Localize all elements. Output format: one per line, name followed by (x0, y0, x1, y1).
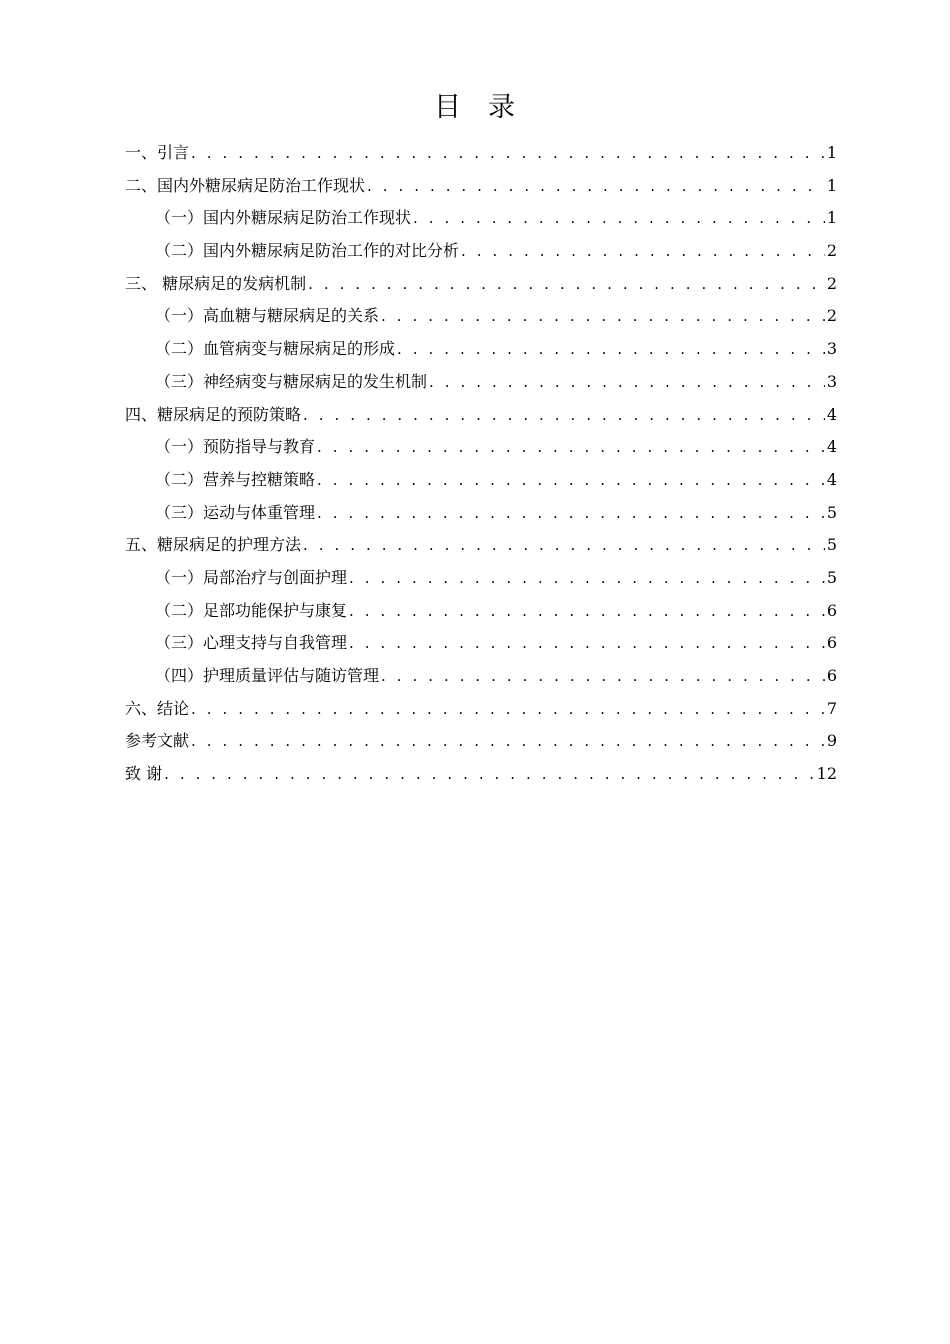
toc-entry-page-number: 5 (826, 567, 837, 587)
toc-entry-page-number: 3 (826, 339, 837, 359)
toc-entry-page-number: 12 (816, 764, 837, 784)
toc-entry-page-number: 2 (826, 273, 837, 293)
toc-entry-label: 四、糖尿病足的预防策略 (125, 404, 302, 424)
toc-dot-leader (397, 333, 825, 366)
toc-dot-leader (317, 464, 825, 497)
toc-entry[interactable] (125, 758, 837, 791)
toc-entry-label: 致 谢 (125, 764, 163, 784)
toc-entry[interactable] (125, 399, 837, 432)
toc-dot-leader (349, 627, 825, 660)
toc-entry[interactable] (125, 366, 837, 399)
toc-entry-label: （二）血管病变与糖尿病足的形成 (155, 339, 396, 359)
toc-entry[interactable] (125, 529, 837, 562)
toc-dot-leader (381, 300, 825, 333)
toc-list (125, 137, 837, 791)
toc-entry-page-number: 2 (826, 306, 837, 326)
toc-entry-page-number: 5 (826, 535, 837, 555)
toc-entry-label: （二）足部功能保护与康复 (155, 600, 348, 620)
toc-entry-label: 六、结论 (125, 698, 190, 718)
toc-entry-label: 三、 糖尿病足的发病机制 (125, 273, 307, 293)
toc-dot-leader (317, 497, 825, 530)
toc-entry-page-number: 9 (826, 731, 837, 751)
toc-entry-label: 一、引言 (125, 143, 190, 162)
toc-entry-label: （一）预防指导与教育 (155, 437, 316, 457)
toc-entry[interactable] (125, 725, 837, 758)
toc-dot-leader (429, 366, 825, 399)
toc-entry[interactable] (125, 660, 837, 693)
toc-dot-leader (367, 170, 825, 203)
toc-dot-leader (349, 595, 825, 628)
toc-dot-leader (164, 758, 815, 791)
toc-entry[interactable] (125, 235, 837, 268)
toc-entry[interactable] (125, 300, 837, 333)
toc-entry-label: （四）护理质量评估与随访管理 (155, 666, 380, 685)
toc-dot-leader (461, 235, 825, 268)
toc-entry-page-number: 1 (826, 208, 837, 228)
toc-entry-page-number: 1 (826, 143, 837, 162)
toc-entry-label: 参考文献 (125, 731, 190, 751)
toc-dot-leader (303, 529, 825, 562)
toc-entry-label: （三）心理支持与自我管理 (155, 633, 348, 653)
toc-entry[interactable] (125, 497, 837, 530)
toc-entry-page-number: 4 (826, 437, 837, 457)
toc-entry[interactable] (125, 464, 837, 497)
toc-entry-label: （三）神经病变与糖尿病足的发生机制 (155, 371, 428, 391)
toc-entry[interactable] (125, 268, 837, 301)
toc-entry-page-number: 6 (826, 666, 837, 685)
toc-title-char-2: 录 (488, 92, 516, 123)
toc-dot-leader (308, 268, 825, 301)
toc-entry[interactable] (125, 562, 837, 595)
toc-entry[interactable] (125, 431, 837, 464)
toc-entry-page-number: 3 (826, 371, 837, 391)
toc-entry[interactable] (125, 693, 837, 726)
toc-dot-leader (349, 562, 825, 595)
toc-entry[interactable] (125, 202, 837, 235)
toc-entry-label: （一）国内外糖尿病足防治工作现状 (155, 208, 412, 228)
toc-entry[interactable] (125, 170, 837, 203)
toc-dot-leader (191, 725, 825, 758)
toc-dot-leader (303, 399, 825, 432)
toc-entry-page-number: 6 (826, 600, 837, 620)
toc-entry-page-number: 4 (826, 404, 837, 424)
toc-entry-label: （一）高血糖与糖尿病足的关系 (155, 306, 380, 326)
toc-entry-page-number: 6 (826, 633, 837, 653)
toc-entry[interactable] (125, 627, 837, 660)
toc-title-char-1: 目 (434, 92, 462, 123)
toc-entry-page-number: 7 (826, 698, 837, 718)
toc-dot-leader (381, 660, 825, 693)
toc-entry-page-number: 4 (826, 469, 837, 489)
toc-title (0, 88, 950, 128)
toc-entry-page-number: 5 (826, 502, 837, 522)
toc-dot-leader (317, 431, 825, 464)
toc-entry[interactable] (125, 333, 837, 366)
toc-entry-page-number: 2 (826, 241, 837, 261)
toc-entry-label: （一）局部治疗与创面护理 (155, 567, 348, 587)
toc-entry[interactable] (125, 137, 837, 170)
toc-entry-label: （二）国内外糖尿病足防治工作的对比分析 (155, 241, 460, 261)
toc-entry-page-number: 1 (826, 175, 837, 195)
toc-entry-label: （二）营养与控糖策略 (155, 469, 316, 489)
toc-dot-leader (413, 202, 825, 235)
toc-dot-leader (191, 137, 825, 170)
toc-entry-label: 二、国内外糖尿病足防治工作现状 (125, 175, 366, 195)
toc-entry-label: （三）运动与体重管理 (155, 502, 316, 522)
toc-entry-label: 五、糖尿病足的护理方法 (125, 535, 302, 555)
toc-dot-leader (191, 693, 825, 726)
toc-entry[interactable] (125, 595, 837, 628)
